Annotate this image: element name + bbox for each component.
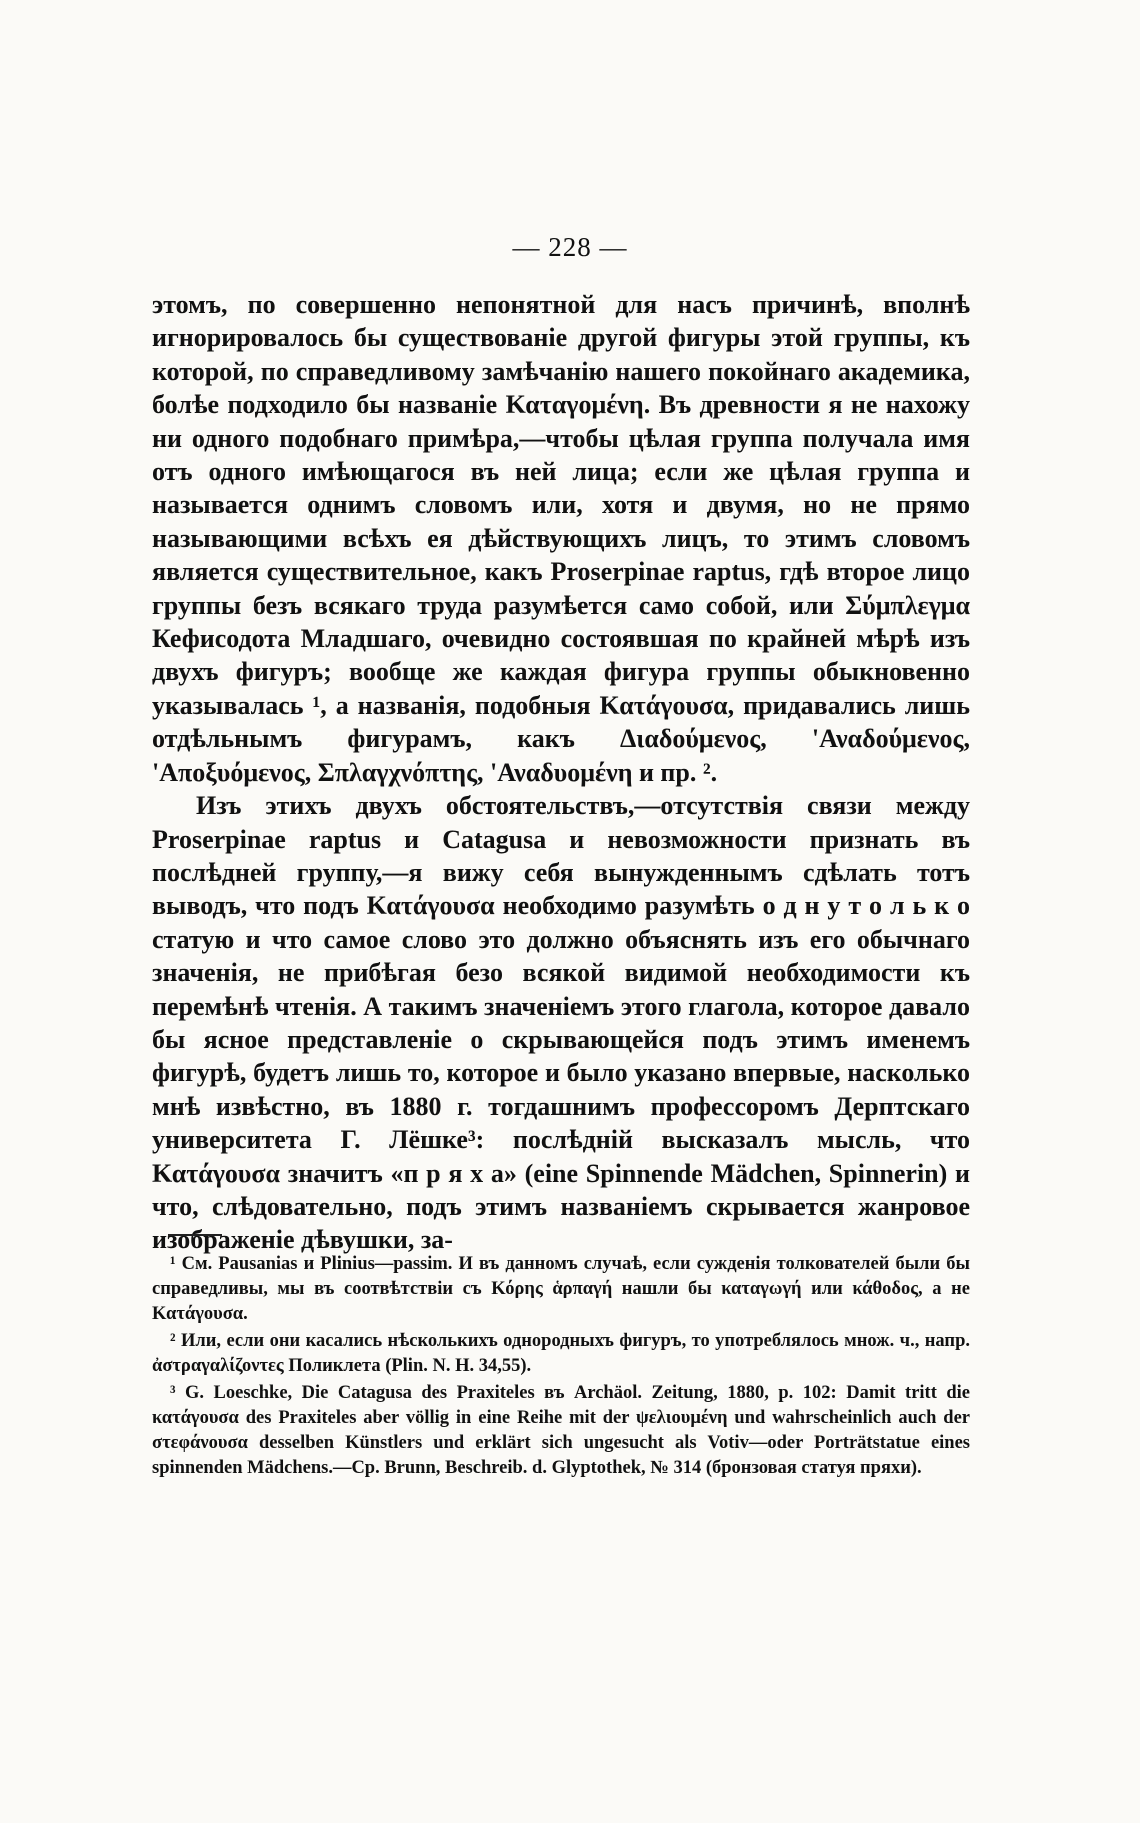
paragraph-1: этомъ, по совершенно непонятной для насъ причинѣ, вполнѣ игнорировалось бы существованіе другой фигуры этой группы, къ которой, по справедливому замѣчанію нашего покойнаго академика, болѣе подходило бы названіе Καταγομένη. Въ древности я не нахожу ни одного подобнаго примѣра,—чтобы цѣлая группа получала имя отъ одного имѣющагося въ ней лица; если же цѣлая группа и называется однимъ словомъ или, хотя и двумя, но не прямо называющими всѣхъ ея дѣйствующихъ лицъ, то этимъ словомъ является существительное, какъ Proserpinae raptus, гдѣ второе лицо группы безъ всякаго труда разумѣется само собой, или Σύμπλεγμα Кефисодота Младшаго, очевидно состоявшая по крайней мѣрѣ изъ двухъ фигуръ; вообще же каждая фигура группы обыкновенно указывалась ¹, а названія, подобныя Κατάγουσα, придавались лишь отдѣльнымъ фигурамъ, какъ Διαδούμενος, 'Αναδούμενος, 'Αποξυόμενος, Σπλαγχνόπτης, 'Αναδυομένη и пр. ². [152, 290, 970, 787]
footnote-3: ³ G. Loeschke, Die Catagusa des Praxiteles въ Archäol. Zeitung, 1880, p. 102: Damit tritt die κατάγουσα des Praxiteles aber völlig in eine Reihe mit der ψελιουμένη und wahrscheinlich auch der στεφάνουσα desselben Künstlers und erklärt sich ungesucht als Votiv—oder Porträtstatue eines spinnenden Mädchens.—Cp. Brunn, Beschreib. d. Glyptothek, № 314 (бронзовая статуя пряхи). [152, 1383, 970, 1478]
footnote-1: ¹ См. Pausanias и Plinius—passim. И въ данномъ случаѣ, если сужденія толкователей были бы справедливы, мы въ соотвѣтствіи съ Κόρης ἁρπαγή нашли бы καταγωγή или κάθοδος, а не Κατάγουσα. [152, 1254, 970, 1324]
main-text [152, 288, 970, 1257]
page-number: — 228 — [512, 232, 628, 262]
footnotes [152, 1252, 970, 1483]
paragraph-2: Изъ этихъ двухъ обстоятельствъ,—отсутствія связи между Proserpinae raptus и Catagusa и невозможности признать въ послѣдней группу,—я вижу себя вынужденнымъ сдѣлать тотъ выводъ, что подъ Κατάγουσα необходимо разумѣть о д н у т о л ь к о статую и что самое слово это должно объяснять изъ его обычнаго значенія, не прибѣгая безо всякой видимой необходимости къ перемѣнѣ чтенія. А такимъ значеніемъ этого глагола, которое давало бы ясное представленіе о скрывающейся подъ этимъ именемъ фигурѣ, будетъ лишь то, которое и было указано впервые, насколько мнѣ извѣстно, въ 1880 г. тогдашнимъ профессоромъ Дерптскаго университета Г. Лёшке³: послѣдній высказалъ мысль, что Κατάγουσα значитъ «п р я х а» (eine Spinnende Mädchen, Spinnerin) и что, слѣдовательно, подъ этимъ названіемъ скрывается жанровое изображеніе дѣвушки, за- [152, 791, 970, 1255]
footnote-2: ² Или, если они касались нѣсколькихъ однородныхъ фигуръ, то употреблялось множ. ч., напр. ἀστραγαλίζοντες Поликлета (Plin. N. H. 34,55). [152, 1331, 970, 1376]
footnote-rule [168, 1234, 222, 1236]
